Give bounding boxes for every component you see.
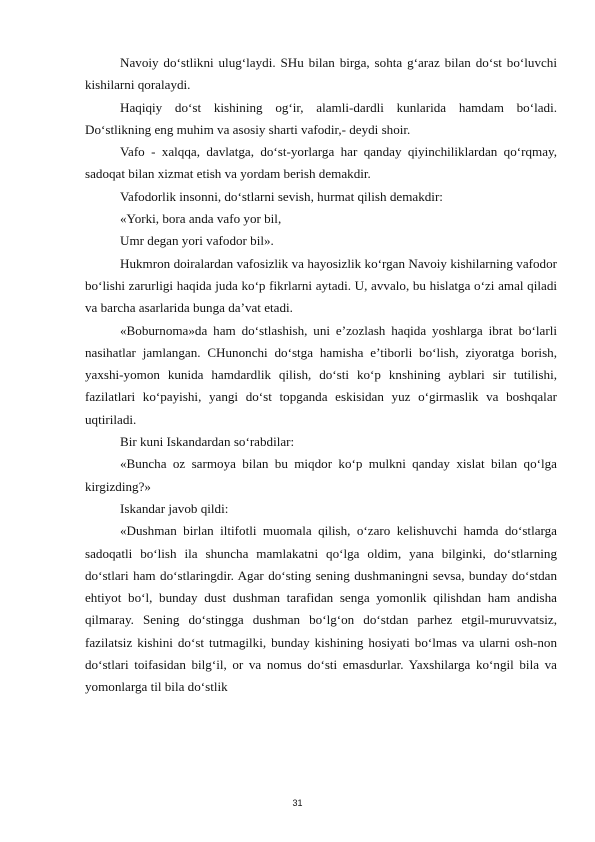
paragraph: Hukmron doiralardan vafosizlik va hayosizlik ko‘rgan Navoiy kishilarning vafodor bo‘lishi zarurligi haqida juda ko‘p fikrlarni aytadi. U, avvalo, bu hislatga o‘zi amal qiladi va barcha asarlarida bunga da’vat etadi. xyxy=(85,255,557,316)
paragraph: «Boburnoma»da ham do‘stlashish, uni e’zozlash haqida yoshlarga ibrat bo‘larli nasihatlar jamlangan. CHunonchi do‘stga hamisha e’tiborli bo‘lish, ziyoratga borish, yaxshi-yomon kunida hamdardlik qilish, do‘sti ko‘p knshining ayblari sir tutilishi, fazilatlari ko‘payishi, yangi do‘st topganda eskisidan yuz o‘girmaslik va boshqalar uqtiriladi. xyxy=(85,322,557,427)
paragraph: Iskandar javob qildi: xyxy=(120,500,229,516)
paragraph: Navoiy do‘stlikni ulug‘laydi. SHu bilan birga, sohta g‘araz bilan do‘st bo‘luvchi kishilarni qoralaydi. xyxy=(85,55,557,93)
poem-line: «Yorki, bora anda vafo yor bil, xyxy=(120,211,282,227)
quote: «Dushman birlan iltifotli muomala qilish, o‘zaro kelishuvchi hamda do‘stlarga sadoqatli bo‘lish ila shuncha mamlakatni qo‘lga oldim, yana bilginki, do‘stlarning do‘stlari ham do‘stlaringdir. Agar do‘sting sening dushmaningni sevsa, bunday do‘stdan ehtiyot bo‘l, bunday dust dushman tarafidan senga yomonlik qilishdan ham andisha qilmaray. Sening do‘stingga dushman bo‘lg‘on do‘stdan parhez etgil-muruvvatsiz, fazilatsiz kishini do‘st tutmagilki, bunday kishining hosiyati bo‘lmas va ularni osh-non do‘stlari toifasidan bilg‘il, or va nomus do‘sti emasdurlar. Yaxshilarga ko‘ngil bila va yomonlarga til bila do‘stlik xyxy=(85,523,557,695)
paragraph: Vafodorlik insonni, do‘stlarni sevish, hurmat qilish demakdir: xyxy=(120,188,443,204)
quote: «Buncha oz sarmoya bilan bu miqdor ko‘p mulkni qanday xislat bilan qo‘lga kirgizding?» xyxy=(85,456,557,494)
page-number: 31 xyxy=(292,798,303,808)
paragraph: Haqiqiy do‘st kishining og‘ir, alamli-dardli kunlarida hamdam bo‘ladi. Do‘stlikning eng muhim va asosiy sharti vafodir,- deydi shoir. xyxy=(85,99,557,137)
poem-line: Umr degan yori vafodor bil». xyxy=(120,233,274,249)
paragraph: Vafo - xalqqa, davlatga, do‘st-yorlarga har qanday qiyinchiliklardan qo‘rqmay, sadoqat bilan xizmat etish va yordam berish demakdir. xyxy=(85,144,557,182)
paragraph: Bir kuni Iskandardan so‘rabdilar: xyxy=(120,434,295,450)
body-text xyxy=(85,52,557,699)
